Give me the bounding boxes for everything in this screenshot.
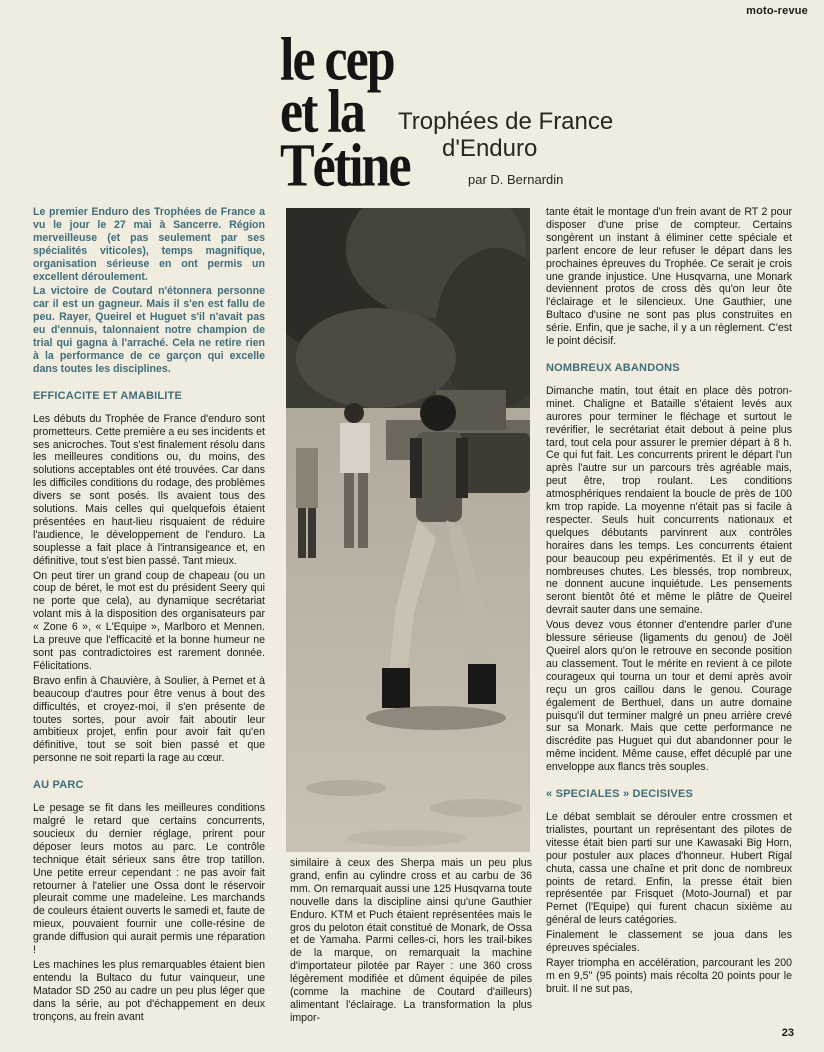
subtitle-line-2: d'Enduro [442, 135, 538, 162]
column-2 [290, 857, 532, 1027]
byline: par D. Bernardin [468, 172, 564, 187]
lead-paragraph: La victoire de Coutard n'étonnera personne car il est un gagneur. Mais il s'en est fallu de peu. Rayer, Queirel et Huguet s'il n'avait pas eu d'ennuis, talonnaient notre champion de trial qui gagna à l'arraché. Cela ne retire rien à la performance de ce garçon qui excelle dans toutes les disciplines. [33, 285, 265, 375]
column-1 [33, 206, 265, 1025]
subtitle [398, 108, 613, 162]
section-heading: EFFICACITE ET AMABILITE [33, 389, 183, 402]
column-3 [546, 206, 792, 998]
body-paragraph: Le pesage se fit dans les meilleures conditions malgré le retard que certains concurrents, soucieux du dernier réglage, prirent pour déposer leurs motos au parc. Le contrôle technique était sérieux sans être trop tatillon. Une petite erreur cependant : ne pas avoir fait retourner à l'atelier une Ossa dont le réservoir pleurait comme une madeleine. Les marchands de couleurs étaient ouverts le samedi et, faute de mieux, pouvaient fournir une colle-résine de grande diffusion qui aurait permis une réparation ! [33, 802, 265, 957]
body-paragraph: Dimanche matin, tout était en place dès potron-minet. Chaligne et Bataille s'étaient levés aux aurores pour terminer le fléchage et surtout le revérifier, le secrétariat était debout à peine plus tard, tout cela pour assurer le premier départ à 8 h. Ce qui fut fait. Les concurrents prirent le départ l'un après l'autre sur un parcours très agréable mais, peut être, trop roulant. Les conditions atmosphériques rendaient la boucle de près de 100 km trop rapide. La moyenne n'était pas si facile à respecter. Seuls huit concurrents nationaux et quelques débutants parvinrent aux contrôles horaires dans les temps. Les concurrents étaient pour beaucoup peu expérimentés. Et il y eut de nombreuses chutes. Les blessés, trop nombreux, ne donnent aucune inquiétude. Les pensements seront bientôt ôté et même le plâtre de Queirel devrait sauter dans une semaine. [546, 384, 792, 617]
body-paragraph: Les machines les plus remarquables étaient bien entendu la Bultaco du futur vainqueur, une Matador SD 250 au cadre un peu plus léger que dans la série, au pot d'échappement en deux tronçons, au frein avant [33, 958, 265, 1023]
section-heading: « SPECIALES » DECISIVES [546, 788, 694, 801]
page-number: 23 [781, 1027, 794, 1039]
section-heading: NOMBREUX ABANDONS [546, 361, 680, 374]
body-paragraph: Le débat semblait se dérouler entre crossmen et trialistes, pourtant un représentant des pilotes de vitesse était bien parti sur une Kawasaki Big Horn, pour postuler aux places d'honneur. Hubert Rigal chuta, cassa une chaîne et prit donc de nombreux points de retard. Enfin, la presse était bien représentée par Frisquet (Moto-Journal) et par Pernet (l'Equipe) qui furent chacun sixième au général de leurs catégories. [546, 810, 792, 927]
subtitle-line-1: Trophées de France [398, 108, 614, 135]
body-paragraph: similaire à ceux des Sherpa mais un peu plus grand, enfin au cylindre cross et au carbu de 36 mm. On remarquait aussi une 125 Husqvarna toute nouvelle dans la discipline ainsi qu'une Gauthier Enduro. KTM et Puch étaient représentées mais le gros du peloton était constitué de Monark, de Ossa et de Yamaha. Parmi celles-ci, hors les trail-bikes de la marque, on remarquait la machine d'importateur pilotée par Rayer : une 360 cross légèrement modifiée et dûment équipée de piles (comme la machine de Coutard d'ailleurs) alimentant l'éclairage. La transformation la plus impor- [290, 857, 532, 1024]
lead-paragraph: Le premier Enduro des Trophées de France a vu le jour le 27 mai à Sancerre. Région merveilleuse (et pas seulement par ses spécialités viticoles), temps magnifique, organisation sérieuse en ont permis un excellent déroulement. [33, 206, 265, 283]
title-line-3: Tétine [280, 132, 410, 200]
body-paragraph: On peut tirer un grand coup de chapeau (ou un coup de béret, le mot est du président Seery qui ne porte que cela), au dynamique secrétariat volant mis à la disposition des organisateurs par « Zone 6 », « L'Equipe », Marlboro et Mennen. La preuve que l'efficacité et la bonne humeur ne sont pas contradictoires est rarement donnée. Félicitations. [33, 569, 265, 672]
body-paragraph: Finalement le classement se joua dans les épreuves spéciales. [546, 929, 792, 955]
body-paragraph: tante était le montage d'un frein avant de RT 2 pour disposer d'une prise de compteur. Certains songèrent un instant à éliminer cette spéciale et parlent encore de leur refuser le départ dans les prochaines épreuves du Trophée. Ce serait je crois une grande injustice. Une Husqvarna, une Monark deviennent protos de cross dès qu'on leur ôte l'éclairage et le silencieux. Une Gauthier, une Bultaco d'usine ne sont pas plus construites en série. Enfin, que je sache, il y a un règlement. C'est le point décisif. [546, 206, 792, 348]
body-paragraph: Vous devez vous étonner d'entendre parler d'une blessure sérieuse (ligaments du genou) de Joël Queirel alors qu'on le retrouve en seconde position au classement. Tout le mérite en revient à ce pilote courageux qui tourna un tour et demi après avoir reçu un gros caillou dans le genou. Courage également de Berthuel, dans un autre domaine puisqu'il dut terminer malgré un pneu arrière crevé sur sa Monark. Mais que cette performance ne discrédite pas Huguet qui dut abandonner pour le même incident. Même cause, effet décuplé par une enveloppe aux flancs très souples. [546, 619, 792, 774]
enduro-rider-photo [286, 208, 530, 852]
masthead: moto-revue [746, 5, 808, 17]
body-paragraph: Bravo enfin à Chauvière, à Soulier, à Pernet et à beaucoup d'autres pour être venus à bout des difficultés, et croyez-moi, il s'en présente de toutes sortes, pour avoir fait aboutir leur ambitieux projet, enfin pour avoir fait qu'en définitive, tout se soit bien passé et que personne ne soit reparti la rage au cœur. [33, 674, 265, 765]
title-line-2: et la [280, 78, 364, 146]
section-heading: AU PARC [33, 779, 84, 792]
photo-illustration [286, 208, 530, 852]
body-paragraph: Rayer triompha en accélération, parcourant les 200 m en 9,5'' (95 points) mais récolta 20 points pour le bruit. Il ne sut pas, [546, 956, 792, 995]
title-line-1: le cep [280, 26, 394, 94]
body-paragraph: Les débuts du Trophée de France d'enduro sont prometteurs. Cette première a eu ses incidents et ses anicroches. Tout s'est finalement résolu dans les meilleures conditions ou, du moins, des solutions acceptables ont été trouvées. Car dans les difficiles conditions du rodage, des problèmes divers se sont posés. Ils avaient tous des solutions. Mais celles qui quelquefois étaient présentées en haut-lieu risquaient de réduire l'audience, le développement de l'enduro. La souplesse a fait place à l'intransigeance et, en définitive, tout s'est bien passé. Tant mieux. [33, 412, 265, 567]
